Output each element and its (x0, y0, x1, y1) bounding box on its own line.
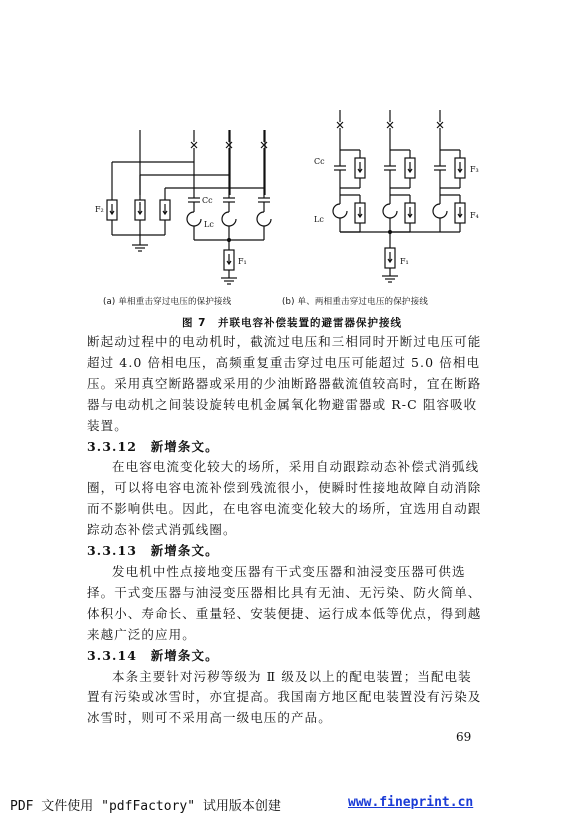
body-text (87, 332, 482, 729)
figure-subcaption-b: (b) 单、两相重击穿过电压的保护接线 (282, 297, 429, 307)
circuit-diagrams (90, 100, 510, 306)
paragraph: 在电容电流变化较大的场所，采用自动跟踪动态补偿式消弧线圈，可以将电容电流补偿到残流很小，使瞬时性接地故障自动消除而不影响供电。因此，在电容电流变化较大的场所，宜选用自动跟踪动态补偿式消弧线圈。 (87, 459, 482, 538)
circuit-figure (90, 100, 510, 306)
section-title: 新增条文。 (150, 647, 219, 663)
section-heading (87, 541, 482, 562)
paragraph: 断起动过程中的电动机时，截流过电压和三相同时开断过电压可能超过 4.0 倍相电压，高频重复重击穿过电压可能超过 5.0 倍相电压。采用真空断路器或采用的少油断路器截流值较高时，宜在断路器与电动机之间装设旋转电机金属氧化物避雷器或 R-C 阻容吸收装置。 (87, 334, 482, 433)
label-cc: Cc (202, 196, 213, 205)
section-number: 3.3.12 (87, 438, 138, 454)
section-title: 新增条文。 (150, 543, 219, 559)
section-number: 3.3.13 (87, 543, 138, 559)
page-number: 69 (456, 730, 472, 744)
figure-caption: 图 7 并联电容补偿装置的避雷器保护接线 (182, 317, 402, 329)
section-heading (87, 437, 482, 458)
label-f3: F₃ (470, 165, 479, 174)
figure-subcaption-a: (a) 单相重击穿过电压的保护接线 (103, 297, 232, 307)
section-title: 新增条文。 (150, 438, 219, 454)
label-cc-b: Cc (314, 157, 325, 166)
footer-link[interactable]: www.fineprint.cn (348, 795, 474, 810)
diagram-a (95, 130, 271, 284)
label-f1: F₁ (238, 257, 247, 266)
label-f2: F₂ (95, 205, 104, 214)
label-f4: F₄ (470, 211, 479, 220)
paragraph: 发电机中性点接地变压器有干式变压器和油浸变压器可供选择。干式变压器与油浸变压器相比具有无油、无污染、防火简单、体积小、寿命长、重量轻、安装便捷、运行成本低等优点，得到越来越广泛的应用。 (87, 563, 482, 642)
diagram-b (314, 110, 479, 282)
label-lc: Lc (204, 220, 214, 229)
paragraph: 本条主要针对污秽等级为 Ⅱ 级及以上的配电装置；当配电装置有污染或冰雪时，亦宜提高。我国南方地区配电装置没有污染及冰雪时，则可不采用高一级电压的产品。 (87, 668, 482, 726)
footer-text: PDF 文件使用 "pdfFactory" 试用版本创建 (10, 799, 281, 814)
label-f1-b: F₁ (400, 257, 409, 266)
label-lc-b: Lc (314, 215, 324, 224)
section-heading (87, 646, 482, 667)
section-number: 3.3.14 (87, 647, 138, 663)
